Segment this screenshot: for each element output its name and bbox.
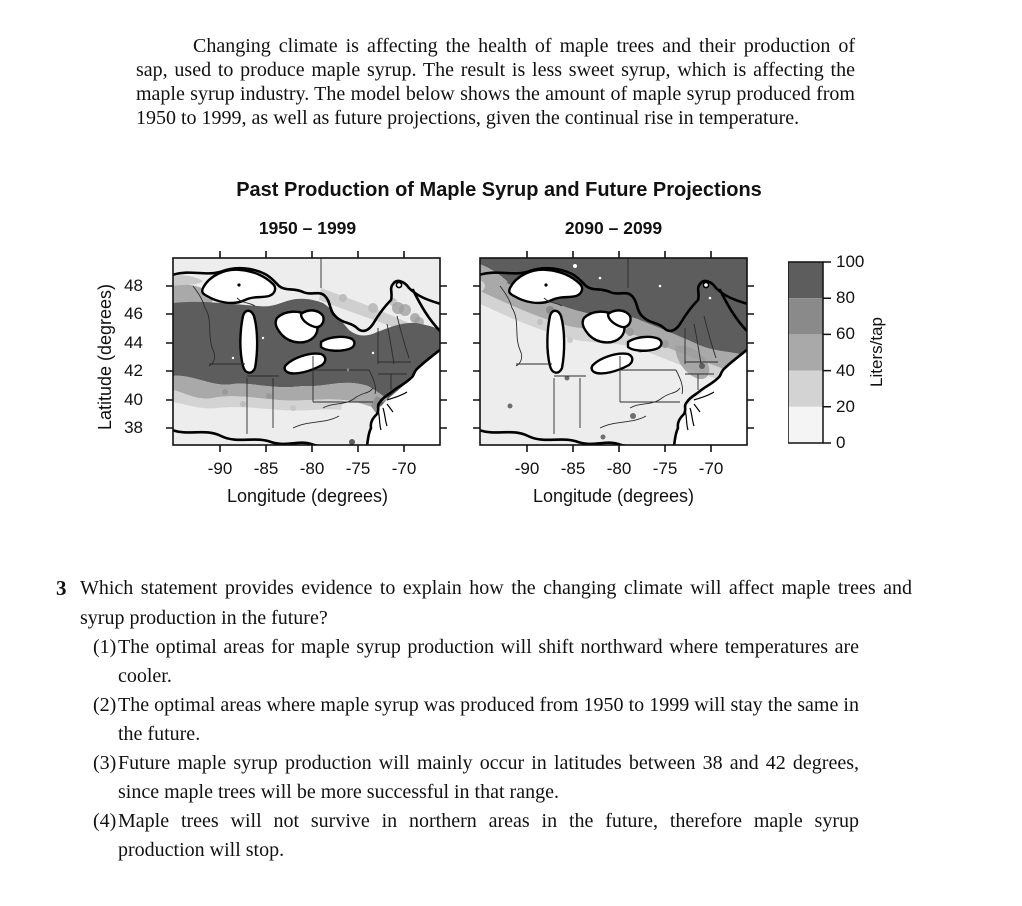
colorbar bbox=[788, 255, 848, 455]
y-tick-48: 48 bbox=[124, 276, 143, 295]
question-3 bbox=[56, 573, 912, 633]
legend-tick-100: 100 bbox=[836, 252, 865, 271]
colorbar-seg-60-80 bbox=[788, 298, 823, 334]
legend-tick-0: 0 bbox=[836, 433, 846, 452]
x-tick: -85 bbox=[560, 459, 586, 478]
choice-1 bbox=[93, 633, 859, 691]
lake-dot bbox=[396, 282, 401, 287]
question-text: Which statement provides evidence to explain how the changing climate will affect maple trees and syrup production in the future? bbox=[80, 577, 912, 629]
choice-4-number: (4) bbox=[93, 810, 117, 832]
choice-1-text: The optimal areas for maple syrup production will shift northward where temperatures are cooler. bbox=[118, 636, 859, 687]
x-tick: -75 bbox=[652, 459, 678, 478]
x-tick: -75 bbox=[345, 459, 371, 478]
legend-tick-20: 20 bbox=[836, 397, 855, 416]
legend-tick-60: 60 bbox=[836, 324, 855, 343]
colorbar-seg-80-100 bbox=[788, 262, 823, 298]
intro-paragraph: Changing climate is affecting the health of maple trees and their production of sap, used to produce maple syrup. The result is less sweet syrup, which is affecting the maple syrup industry. The model below shows the amount of maple syrup produced from 1950 to 1999, as well as future projections, given the continual rise in temperature. bbox=[136, 35, 855, 129]
colorbar-seg-40-60 bbox=[788, 334, 823, 370]
x-tick: -80 bbox=[299, 459, 325, 478]
choice-4 bbox=[93, 807, 859, 865]
map-1950-1999 bbox=[164, 249, 449, 454]
choice-3-text: Future maple syrup production will mainly occur in latitudes between 38 and 42 degrees, since maple trees will be more successful in that range. bbox=[118, 752, 859, 803]
x-tick: -70 bbox=[391, 459, 417, 478]
x-axis-label-left: Longitude (degrees) bbox=[226, 486, 389, 506]
lake-dot bbox=[703, 282, 708, 287]
figure-title: Past Production of Maple Syrup and Future Projections bbox=[236, 179, 762, 201]
choice-3-number: (3) bbox=[93, 752, 117, 774]
legend-tick-80: 80 bbox=[836, 288, 855, 307]
y-tick-46: 46 bbox=[124, 304, 143, 323]
panel-title-past: 1950 – 1999 bbox=[258, 218, 357, 238]
colorbar-seg-20-40 bbox=[788, 371, 823, 407]
y-tick-42: 42 bbox=[124, 361, 143, 380]
map-2090-2099 bbox=[471, 249, 756, 454]
y-tick-44: 44 bbox=[124, 333, 143, 352]
x-tick: -70 bbox=[698, 459, 724, 478]
question-number: 3 bbox=[56, 576, 67, 600]
choice-3 bbox=[93, 749, 859, 807]
x-axis-label-right: Longitude (degrees) bbox=[532, 486, 695, 506]
choice-4-text: Maple trees will not survive in northern areas in the future, therefore maple syrup production will stop. bbox=[118, 810, 859, 861]
colorbar-seg-0-20 bbox=[788, 407, 823, 443]
choice-2-number: (2) bbox=[93, 694, 117, 716]
panel-title-future: 2090 – 2099 bbox=[564, 218, 663, 238]
choice-1-number: (1) bbox=[93, 636, 117, 658]
y-tick-40: 40 bbox=[124, 390, 143, 409]
choice-2-text: The optimal areas where maple syrup was produced from 1950 to 1999 will stay the same in the future. bbox=[118, 694, 859, 745]
x-tick: -85 bbox=[253, 459, 279, 478]
x-tick: -80 bbox=[606, 459, 632, 478]
x-tick: -90 bbox=[207, 459, 233, 478]
x-tick: -90 bbox=[514, 459, 540, 478]
answer-choices bbox=[93, 633, 859, 865]
legend-label: Liters/tap bbox=[867, 317, 886, 387]
choice-2 bbox=[93, 691, 859, 749]
y-tick-38: 38 bbox=[124, 418, 143, 437]
y-axis-label: Latitude (degrees) bbox=[95, 283, 115, 431]
legend-tick-40: 40 bbox=[836, 361, 855, 380]
